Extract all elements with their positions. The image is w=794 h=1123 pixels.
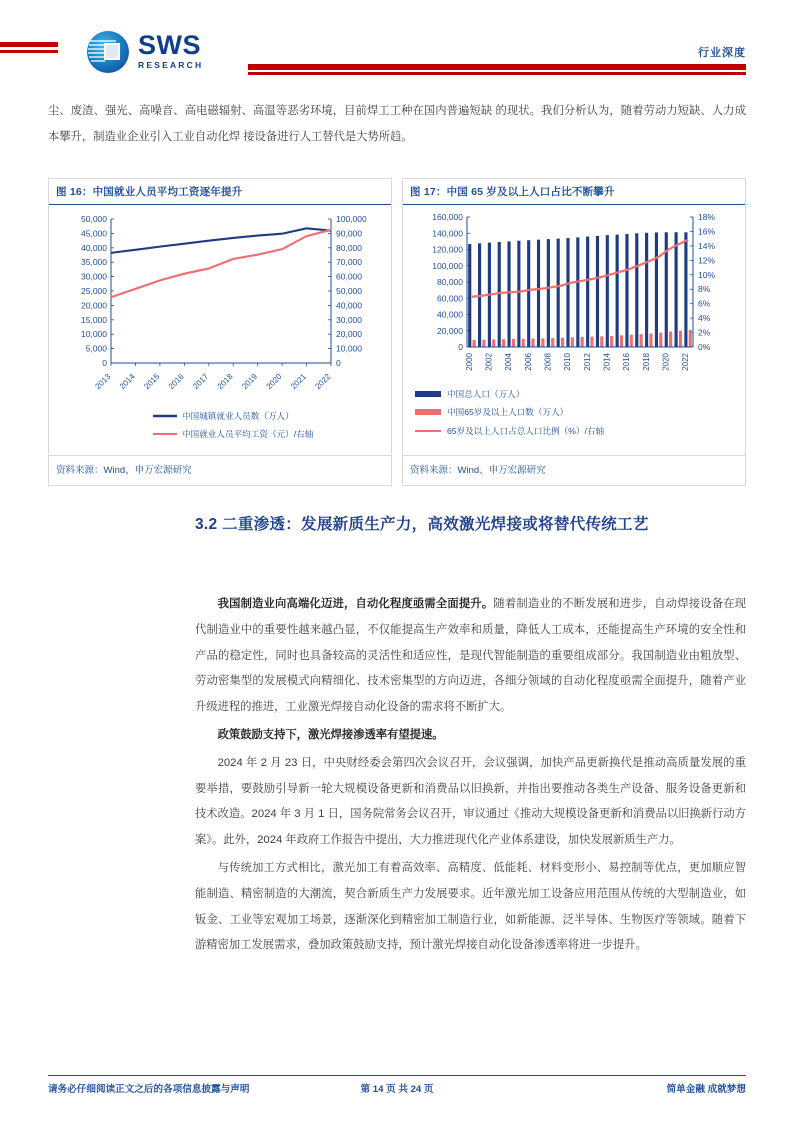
paragraph-1: 我国制造业向高端化迈进，自动化程度亟需全面提升。随着制造业的不断发展和进步，自动焊接设备在现代制造业中的重要性越来越凸显，不仅能提高生产效率和质量，降低人工成本，还能提高生产环境的安全性和产品的稳定性，同时也具备较高的灵活性和适应性，是现代智能制造的重要组成部分。我国制造业由粗放型、劳动密集型的发展模式向精细化、技术密集型的方向迈进，各细分领域的自动化程度亟需全面提升，随着产业升级进程的推进，工业激光焊接自动化设备的需求将不断扩大。: [195, 598, 746, 714]
figure-16-plot: [49, 205, 391, 455]
paragraph-2: 政策鼓励支持下，激光焊接渗透率有望提速。: [217, 728, 444, 741]
figure-16-title: 图 16：中国就业人员平均工资逐年提升: [49, 179, 391, 205]
svg-text:15,000: 15,000: [81, 314, 107, 325]
svg-text:4%: 4%: [698, 313, 711, 324]
svg-text:14%: 14%: [698, 240, 716, 251]
svg-text:140,000: 140,000: [432, 228, 463, 239]
main-paragraphs: [195, 592, 746, 961]
svg-text:18%: 18%: [698, 212, 716, 222]
svg-text:20,000: 20,000: [437, 325, 463, 336]
intro-line-2: 的现状。我们分析认为，随着劳动力短缺、人力成本攀升，制造业企业引入工业自动化焊: [48, 105, 746, 143]
svg-text:2020: 2020: [661, 353, 671, 371]
svg-text:80,000: 80,000: [336, 242, 362, 253]
svg-text:2022: 2022: [313, 372, 333, 391]
intro-paragraph: [48, 98, 746, 150]
svg-text:中国65岁及以上人口数（万人）: 中国65岁及以上人口数（万人）: [447, 407, 569, 417]
svg-text:0: 0: [102, 358, 107, 368]
figure-17: [402, 178, 746, 486]
svg-text:2014: 2014: [117, 372, 137, 391]
svg-text:8%: 8%: [698, 284, 711, 295]
svg-text:2006: 2006: [523, 353, 533, 371]
figure-16-source: 资料来源：Wind、申万宏源研究: [49, 455, 391, 485]
svg-text:6%: 6%: [698, 298, 711, 309]
svg-text:160,000: 160,000: [432, 212, 463, 222]
svg-text:10,000: 10,000: [81, 329, 107, 340]
sws-logo-mark-icon: [86, 30, 130, 74]
svg-text:2000: 2000: [464, 353, 474, 371]
intro-line-3: 接设备进行人工替代是大势所趋。: [243, 131, 413, 143]
svg-text:10%: 10%: [698, 269, 716, 280]
svg-text:10,000: 10,000: [336, 343, 362, 354]
paragraph-3: 2024 年 2 月 23 日，中央财经委会第四次会议召开，会议强调，加快产品更新换代是推动高质量发展的重要举措，要鼓励引导新一轮大规模设备更新和消费品以旧换新，并指出要推动各类生产设备、服务设备更新和技术改造。2024 年 3 月 1 日，国务院常务会议召开，审议通过《推动大规模设备更新和消费品以旧换新行动方案》。此外，2024 年政府工作报告中提出，大力推进现代化产业体系建设，加快发展新质生产力。: [195, 756, 746, 847]
header-right-accent-bars: [248, 64, 746, 75]
intro-line-1: 尘、废渣、强光、高噪音、高电磁辐射、高温等恶劣环境，目前焊工工种在国内普遍短缺: [48, 105, 493, 117]
svg-text:2013: 2013: [93, 372, 113, 391]
svg-text:120,000: 120,000: [432, 244, 463, 255]
svg-text:2015: 2015: [142, 372, 162, 391]
figure-17-source: 资料来源：Wind、申万宏源研究: [403, 455, 745, 485]
intro-text-block: [48, 98, 746, 150]
footer-slogan: 简单金融 成就梦想: [666, 1083, 746, 1095]
svg-text:50,000: 50,000: [336, 286, 362, 296]
svg-text:16%: 16%: [698, 226, 716, 237]
svg-text:100,000: 100,000: [336, 214, 367, 224]
svg-text:2020: 2020: [264, 372, 284, 391]
svg-text:20,000: 20,000: [336, 329, 362, 340]
sws-research-logo: [86, 30, 246, 76]
svg-text:65岁及以上人口占总人口比例（%）/右轴: 65岁及以上人口占总人口比例（%）/右轴: [447, 426, 605, 436]
svg-text:45,000: 45,000: [81, 228, 107, 239]
page-header: [0, 0, 794, 92]
svg-text:90,000: 90,000: [336, 228, 362, 239]
svg-text:2002: 2002: [484, 353, 494, 371]
svg-text:0: 0: [458, 342, 463, 352]
svg-text:20,000: 20,000: [81, 300, 107, 311]
figure-17-legend: [415, 388, 604, 436]
svg-text:0: 0: [336, 358, 341, 368]
svg-text:40,000: 40,000: [336, 300, 362, 311]
svg-text:25,000: 25,000: [81, 286, 107, 296]
svg-text:50,000: 50,000: [81, 214, 107, 224]
svg-text:2016: 2016: [166, 372, 186, 391]
footer-disclaimer: 请务必仔细阅读正文之后的各项信息披露与声明: [48, 1083, 250, 1095]
svg-text:中国就业人员平均工资（元）/右轴: 中国就业人员平均工资（元）/右轴: [182, 429, 314, 439]
svg-text:100,000: 100,000: [432, 260, 463, 271]
logo-main-text: SWS: [138, 30, 202, 60]
svg-text:2008: 2008: [543, 353, 553, 371]
svg-text:2017: 2017: [191, 372, 211, 391]
section-heading: 3.2 二重渗透：发展新质生产力，高效激光焊接或将替代传统工艺: [195, 516, 649, 533]
svg-text:30,000: 30,000: [336, 314, 362, 325]
logo-wordmark: [138, 32, 203, 71]
svg-text:2014: 2014: [602, 353, 612, 371]
svg-text:30,000: 30,000: [81, 271, 107, 282]
svg-text:12%: 12%: [698, 255, 716, 266]
svg-text:2016: 2016: [622, 353, 632, 371]
svg-text:40,000: 40,000: [81, 242, 107, 253]
svg-text:40,000: 40,000: [437, 309, 463, 320]
svg-text:中国总人口（万人）: 中国总人口（万人）: [447, 389, 525, 399]
svg-text:0%: 0%: [698, 342, 711, 352]
figure-16-legend: [153, 410, 314, 439]
svg-text:70,000: 70,000: [336, 257, 362, 268]
svg-text:2021: 2021: [289, 372, 308, 391]
svg-text:5,000: 5,000: [85, 343, 107, 354]
svg-text:80,000: 80,000: [437, 277, 463, 287]
header-left-accent-bars: [0, 42, 58, 53]
svg-text:60,000: 60,000: [336, 271, 362, 282]
paragraph-4: 与传统加工方式相比，激光加工有着高效率、高精度、低能耗、材料变形小、易控制等优点，更加顺应智能制造、精密制造的大潮流，契合新质生产力发展要求。近年激光加工设备应用范围从传统的大型制造业，如钣金、工业等宏观加工场景，逐渐深化到精密加工制造行业，如新能源、泛半导体、生物医疗等领域。随着下游精密加工发展需求，叠加政策鼓励支持，预计激光焊接自动化设备渗透率将进一步提升。: [195, 861, 746, 952]
page-footer: [48, 1075, 746, 1095]
svg-text:2012: 2012: [582, 353, 592, 371]
document-type-label: 行业深度: [698, 47, 746, 59]
figure-17-plot: [403, 205, 745, 455]
figures-row: [48, 178, 746, 486]
svg-text:2018: 2018: [641, 353, 651, 371]
svg-text:60,000: 60,000: [437, 293, 463, 304]
svg-text:2018: 2018: [215, 372, 235, 391]
svg-text:2%: 2%: [698, 327, 711, 338]
svg-text:35,000: 35,000: [81, 257, 107, 268]
logo-sub-text: RESEARCH: [138, 60, 204, 70]
svg-text:2010: 2010: [563, 353, 573, 371]
svg-text:2019: 2019: [240, 372, 260, 391]
footer-page-number: 第 14 页 共 24 页: [360, 1083, 434, 1095]
figure-17-title: 图 17：中国 65 岁及以上人口占比不断攀升: [403, 179, 745, 205]
figure-17-chart: [403, 205, 745, 453]
svg-text:中国城镇就业人员数（万人）: 中国城镇就业人员数（万人）: [182, 411, 294, 421]
figure-16: [48, 178, 392, 486]
svg-text:2022: 2022: [681, 353, 691, 371]
figure-16-chart: [49, 205, 391, 453]
svg-text:2004: 2004: [504, 353, 514, 371]
